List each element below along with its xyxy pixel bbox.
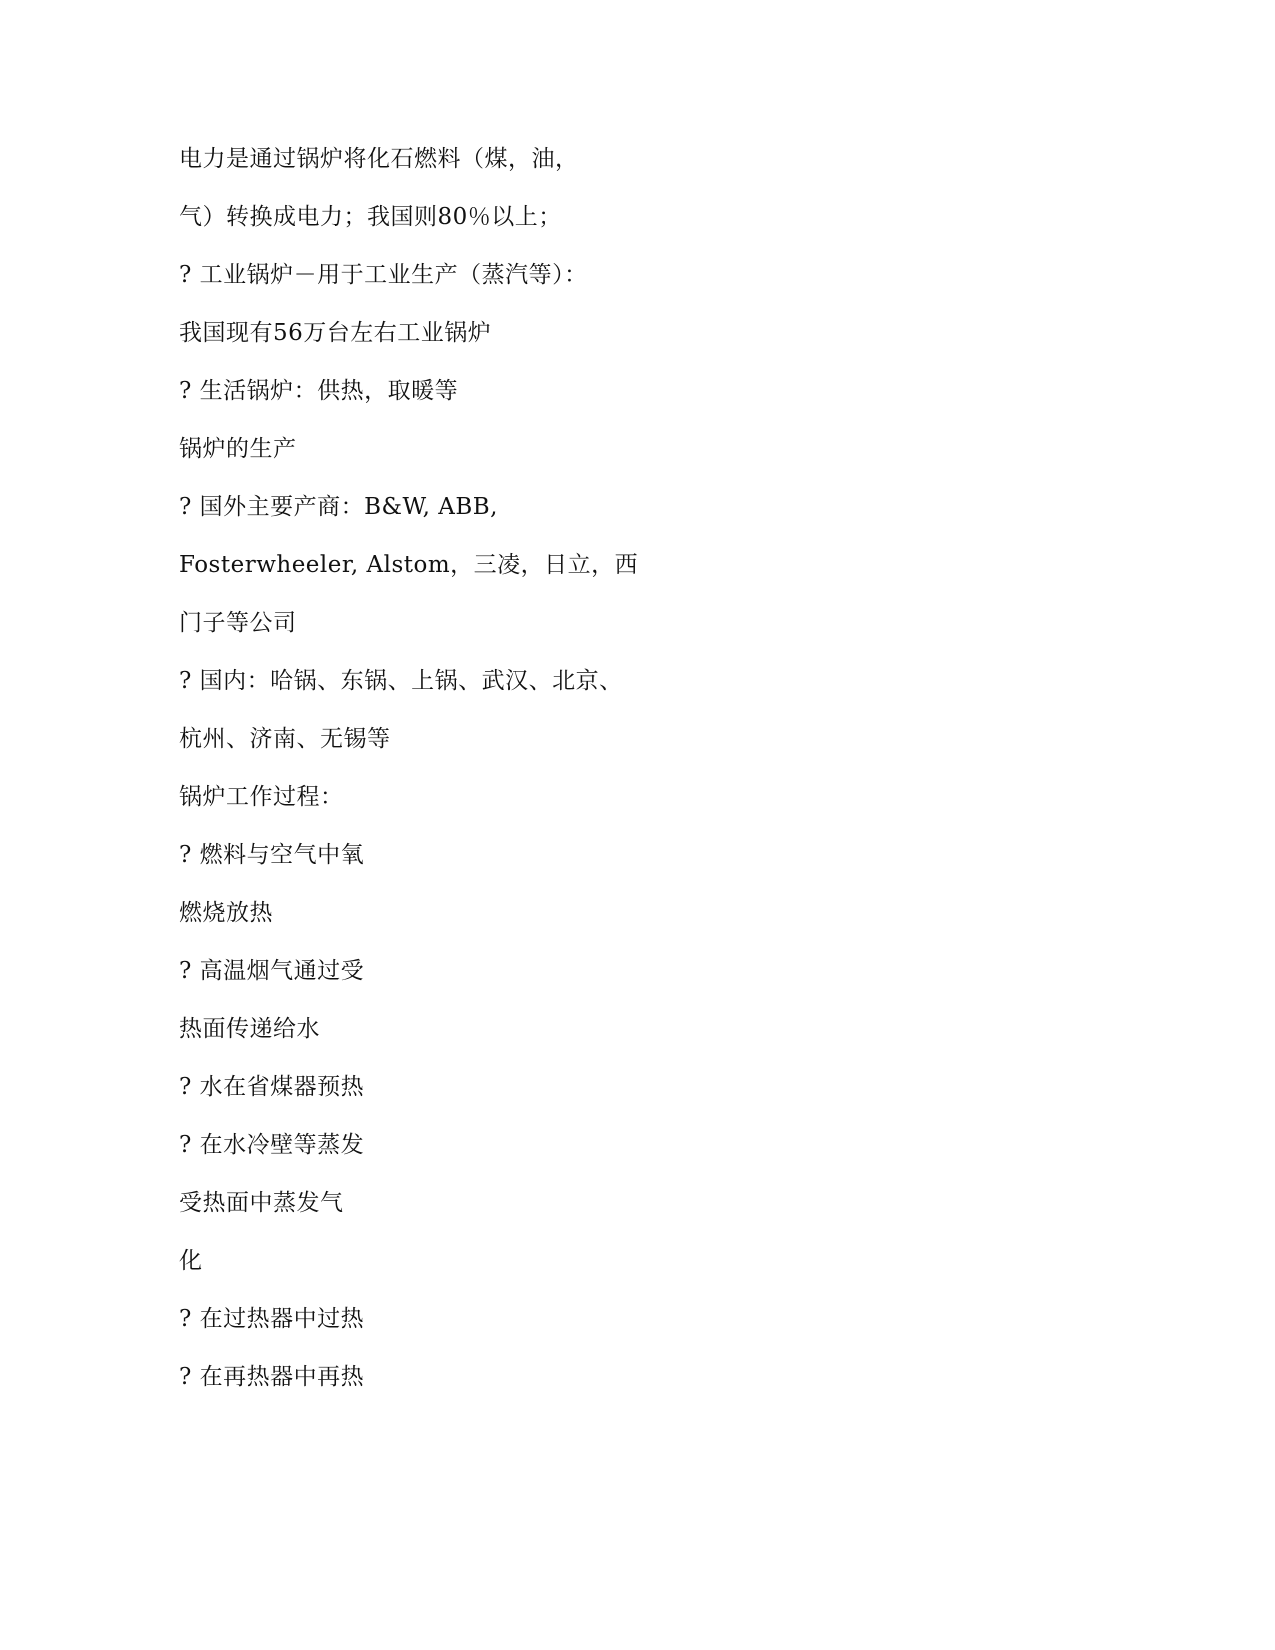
- bullet-line: ? 燃料与空气中氧: [179, 842, 365, 868]
- bullet-line: ? 在水冷壁等蒸发: [179, 1132, 365, 1158]
- text-block: [179, 141, 638, 1417]
- text-line: 燃烧放热: [179, 900, 273, 926]
- section-heading: 锅炉的生产: [179, 436, 297, 462]
- text-line: Fosterwheeler, Alstom，三凌，日立，西: [179, 552, 639, 578]
- text-line: 门子等公司: [179, 610, 297, 636]
- text-line: 杭州、济南、无锡等: [179, 726, 391, 752]
- text-line: 化: [179, 1248, 203, 1274]
- text-line: 气）转换成电力；我国则80％以上；: [179, 204, 562, 230]
- bullet-line: ? 国内：哈锅、东锅、上锅、武汉、北京、: [179, 668, 623, 694]
- section-heading: 锅炉工作过程：: [179, 784, 344, 810]
- bullet-line: ? 水在省煤器预热: [179, 1074, 365, 1100]
- bullet-line: ? 生活锅炉：供热，取暖等: [179, 378, 459, 404]
- text-line: 热面传递给水: [179, 1016, 320, 1042]
- bullet-line: ? 在过热器中过热: [179, 1306, 365, 1332]
- text-line: 电力是通过锅炉将化石燃料（煤，油，: [179, 146, 579, 172]
- text-line: 受热面中蒸发气: [179, 1190, 344, 1216]
- bullet-line: ? 国外主要产商：B&W, ABB,: [179, 494, 498, 520]
- bullet-line: ? 在再热器中再热: [179, 1364, 365, 1390]
- bullet-line: ? 高温烟气通过受: [179, 958, 365, 984]
- text-line: 我国现有56万台左右工业锅炉: [179, 320, 492, 346]
- bullet-line: ? 工业锅炉－用于工业生产（蒸汽等）：: [179, 262, 588, 288]
